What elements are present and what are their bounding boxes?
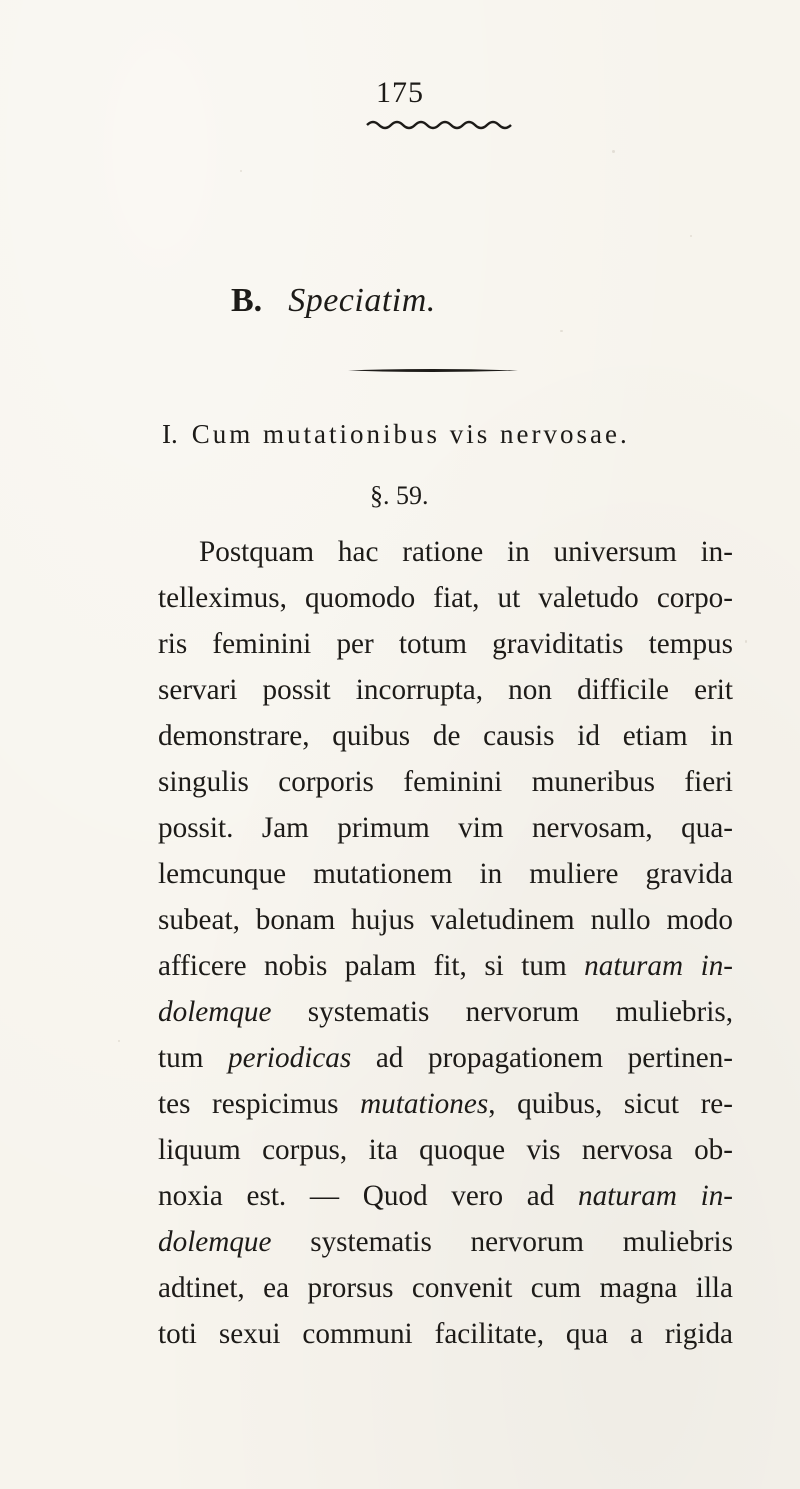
text-line: [158, 1127, 733, 1173]
text-run: systematis nervorum muliebris,: [271, 996, 733, 1028]
text-line: [158, 1219, 733, 1265]
heading-letter: B.: [231, 282, 263, 319]
section-heading: [231, 282, 436, 320]
subheading: [162, 419, 630, 450]
text-line: [158, 759, 733, 805]
text-run: afficere nobis palam fit, si tum: [158, 950, 585, 982]
text-line: [158, 989, 733, 1035]
body-paragraph: [158, 529, 733, 1357]
text-run: tes respicimus: [158, 1088, 361, 1120]
italic-phrase: dolemque: [158, 996, 272, 1028]
italic-phrase: naturam in-: [584, 950, 733, 982]
text-run: adtinet, ea prorsus convenit cum magna illa: [158, 1272, 733, 1304]
text-run: ad propagationem pertinen-: [351, 1042, 733, 1074]
text-line: [158, 621, 733, 667]
subheading-text: Cum mutationibus vis nervosae.: [191, 419, 630, 449]
text-run: Postquam hac ratione in universum in-: [199, 536, 733, 568]
text-run: possit. Jam primum vim nervosam, qua-: [158, 812, 733, 844]
heading-title: Speciatim.: [288, 282, 436, 319]
text-line: [158, 943, 733, 989]
text-run: , quibus, sicut re-: [488, 1088, 733, 1120]
italic-phrase: periodicas: [228, 1042, 352, 1074]
text-run: toti sexui communi facilitate, qua a rigida: [158, 1318, 733, 1350]
text-run: servari possit incorrupta, non difficile erit: [158, 674, 733, 706]
text-line: [158, 1311, 733, 1357]
italic-phrase: naturam in-: [578, 1180, 733, 1212]
text-line: [158, 1173, 733, 1219]
text-run: liquum corpus, ita quoque vis nervosa ob-: [158, 1134, 733, 1166]
heading-rule: [348, 368, 518, 373]
text-run: demonstrare, quibus de causis id etiam in: [158, 720, 733, 752]
text-run: ris feminini per totum graviditatis tempus: [158, 628, 733, 660]
text-line: [158, 851, 733, 897]
text-line: [158, 713, 733, 759]
ornament-wave-rule: [365, 118, 515, 130]
text-line: [158, 529, 733, 575]
text-run: telleximus, quomodo fiat, ut valetudo corpo-: [158, 582, 733, 614]
italic-phrase: dolemque: [158, 1226, 272, 1258]
text-line: [158, 805, 733, 851]
text-run: systematis nervorum muliebris: [271, 1226, 733, 1258]
text-run: tum: [158, 1042, 229, 1074]
text-line: [158, 1081, 733, 1127]
text-line: [158, 1035, 733, 1081]
text-run: noxia est. — Quod vero ad: [158, 1180, 578, 1212]
page-number: 175: [376, 76, 424, 109]
subheading-number: I.: [162, 419, 178, 449]
text-run: subeat, bonam hujus valetudinem nullo modo: [158, 904, 733, 936]
text-line: [158, 897, 733, 943]
text-line: [158, 667, 733, 713]
italic-phrase: mutationes: [360, 1088, 489, 1120]
text-run: singulis corporis feminini muneribus fieri: [158, 766, 733, 798]
text-line: [158, 1265, 733, 1311]
section-number: §. 59.: [370, 481, 429, 510]
text-run: lemcunque mutationem in muliere gravida: [158, 858, 733, 890]
text-line: [158, 575, 733, 621]
